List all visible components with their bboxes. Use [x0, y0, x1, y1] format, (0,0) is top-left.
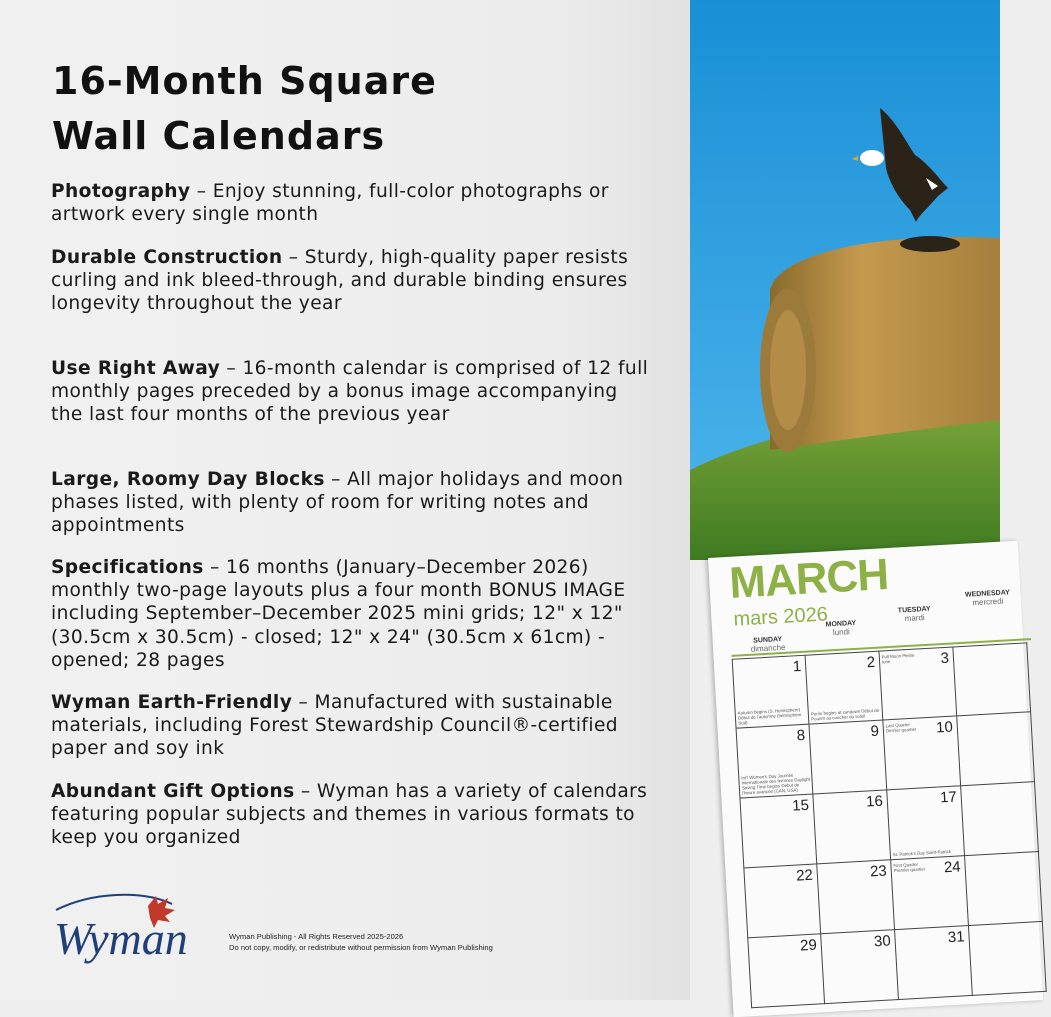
calendar-day-cell: [813, 790, 891, 864]
calendar-day-cell: [965, 852, 1043, 926]
day-number: 8: [796, 726, 806, 745]
day-number: 17: [939, 788, 958, 807]
feature-title: Wyman Earth-Friendly: [51, 692, 293, 713]
feature-text: – Sturdy, high-quality paper resists curling and ink bleed-through, and durable binding ensures longevity throughout the year: [51, 247, 629, 315]
day-number: 23: [869, 862, 888, 881]
day-number: 10: [935, 718, 954, 737]
day-number: 2: [866, 653, 876, 672]
day-en: SUNDAY: [753, 635, 783, 645]
feature-specifications: [51, 556, 651, 672]
feature-text: – 16-month calendar is comprised of 12 full monthly pages preceded by a bonus image accompanying the last four months of the previous year: [51, 358, 649, 426]
day-header-wednesday: [950, 588, 1025, 608]
title-line-1: 16-Month Square: [52, 59, 437, 103]
day-note: Full Moon Pleine lune: [881, 652, 915, 665]
logo-text: Wyman: [54, 913, 188, 964]
calendar-day-cell: [806, 651, 884, 725]
eagle-hay-bale-photo: [690, 0, 1000, 560]
day-header-monday: [804, 619, 879, 639]
day-number: 24: [943, 858, 962, 877]
day-en: MONDAY: [825, 619, 857, 629]
feature-gift-options: [51, 780, 651, 850]
day-number: 3: [940, 649, 950, 668]
day-note: Purim begins at sundown Début de Pourim au coucher du soleil: [810, 707, 880, 722]
day-number: 31: [947, 928, 966, 947]
calendar-day-cell: [817, 860, 895, 934]
feature-day-blocks: [51, 468, 651, 538]
feature-text: – Enjoy stunning, full-color photographs or artwork every single month: [51, 181, 609, 226]
calendar-day-cell: [879, 646, 957, 720]
feature-text: – 16 months (January–December 2026) monthly two-page layouts plus a four month BONUS IMAGE including September–December 2025 mini grids; 12" x 12" (30.5cm x 30.5cm) - closed; 12" x 24" (30.5cm x 61cm) - opened; 28 pages: [51, 557, 626, 671]
calendar-day-cell: [743, 864, 821, 938]
feature-use-right-away: [51, 357, 651, 427]
title-line-2: Wall Calendars: [52, 114, 386, 158]
calendar-day-cell: [809, 720, 887, 794]
day-fr: lundi: [832, 627, 851, 638]
calendar-day-cell: [891, 856, 969, 930]
day-fr: mercredi: [972, 596, 1004, 608]
feature-title: Large, Roomy Day Blocks: [51, 469, 325, 490]
day-number: 16: [865, 792, 884, 811]
calendar-day-cell: [736, 725, 814, 799]
wyman-logo: [52, 884, 222, 964]
day-en: TUESDAY: [897, 605, 931, 615]
copyright-line-1: Wyman Publishing - All Rights Reserved 2025-2026: [229, 932, 404, 941]
day-note: Int'l Women's Day Journée internationale des femmes Daylight Saving Time begins Début de l'heure avancée (CAN, USA): [741, 772, 811, 796]
calendar-day-cell: [961, 782, 1039, 856]
calendar-day-cell: [957, 712, 1035, 786]
day-number: 29: [799, 936, 818, 955]
feature-title: Durable Construction: [51, 247, 283, 268]
feature-earth-friendly: [51, 691, 651, 761]
feature-text: – Manufactured with sustainable materials, including Forest Stewardship Council®-certified paper and soy ink: [51, 692, 618, 760]
calendar-day-cell: [883, 716, 961, 790]
feature-photography: [51, 180, 651, 226]
feature-durable-construction: [51, 246, 651, 316]
day-number: 30: [873, 932, 892, 951]
day-note: St. Patrick's Day Saint-Patrick: [892, 848, 952, 858]
day-note: Last Quarter Dernier quartier: [885, 721, 917, 734]
page-title: [52, 54, 437, 164]
feature-title: Abundant Gift Options: [51, 781, 295, 802]
day-fr: dimanche: [750, 642, 786, 654]
day-note: First Quarter Premier quartier: [893, 861, 926, 874]
feature-title: Specifications: [51, 557, 204, 578]
month-subtitle: mars 2026: [732, 603, 829, 631]
day-number: 22: [795, 866, 814, 885]
calendar-day-cell: [821, 930, 899, 1004]
feature-title: Photography: [51, 181, 191, 202]
calendar-day-cell: [969, 922, 1047, 996]
copyright-notice: [229, 931, 493, 953]
feature-text: – All major holidays and moon phases listed, with plenty of room for writing notes and appointments: [51, 469, 624, 537]
feature-title: Use Right Away: [51, 358, 221, 379]
copyright-line-2: Do not copy, modify, or redistribute without permission from Wyman Publishing: [229, 943, 493, 952]
day-number: 15: [791, 796, 810, 815]
calendar-day-cell: [732, 655, 810, 729]
calendar-day-cell: [747, 934, 825, 1008]
day-number: 9: [870, 722, 880, 741]
calendar-day-cell: [953, 642, 1031, 716]
month-title: MARCH: [728, 550, 890, 608]
day-header-tuesday: [877, 605, 952, 625]
feature-text: – Wyman has a variety of calendars featuring popular subjects and themes in various formats to keep you organized: [51, 781, 648, 849]
day-note: Autumn begins (S. Hemisphere) Début de l'automne (hémisphère Sud): [737, 707, 802, 726]
calendar-day-cell: [887, 786, 965, 860]
day-en: WEDNESDAY: [964, 589, 1011, 599]
calendar-product-image: [690, 0, 1011, 1000]
calendar-day-cell: [895, 926, 973, 1000]
day-number: 1: [792, 657, 802, 676]
calendar-day-cell: [739, 794, 817, 868]
calendar-month-page: [708, 541, 1043, 1017]
day-fr: mardi: [904, 613, 925, 624]
